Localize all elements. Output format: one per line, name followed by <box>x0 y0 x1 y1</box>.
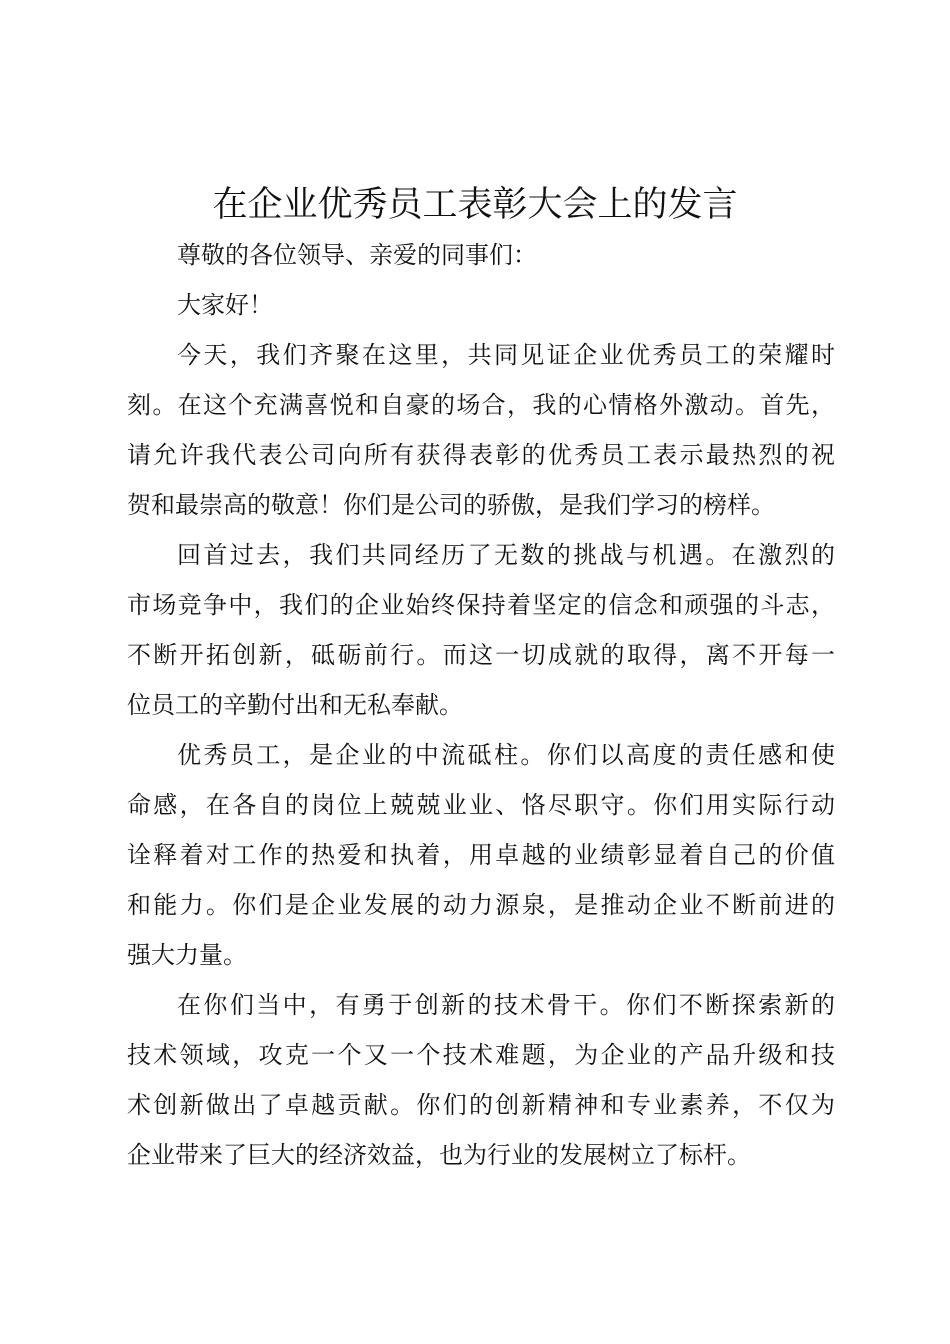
salutation: 尊敬的各位领导、亲爱的同事们： <box>177 241 537 269</box>
paragraph-line: 不断开拓创新，砥砺前行。而这一切成就的取得，离不开每一 <box>127 641 835 669</box>
paragraph-line: 贺和最崇高的敬意！你们是公司的骄傲，是我们学习的榜样。 <box>127 491 775 519</box>
paragraph-line: 位员工的辛勤付出和无私奉献。 <box>127 691 463 719</box>
paragraph-line: 市场竞争中，我们的企业始终保持着坚定的信念和顽强的斗志， <box>127 591 835 619</box>
paragraph-line: 请允许我代表公司向所有获得表彰的优秀员工表示最热烈的祝 <box>127 441 835 469</box>
paragraph-line: 诠释着对工作的热爱和执着，用卓越的业绩彰显着自己的价值 <box>127 841 835 869</box>
paragraph-line: 企业带来了巨大的经济效益，也为行业的发展树立了标杆。 <box>127 1141 751 1169</box>
paragraph-line: 回首过去，我们共同经历了无数的挑战与机遇。在激烈的 <box>177 541 835 569</box>
paragraph-line: 强大力量。 <box>127 941 247 969</box>
paragraph-line: 优秀员工，是企业的中流砥柱。你们以高度的责任感和使 <box>177 741 835 769</box>
document-body <box>127 230 835 1180</box>
paragraph-line: 和能力。你们是企业发展的动力源泉，是推动企业不断前进的 <box>127 891 835 919</box>
document-title: 在企业优秀员工表彰大会上的发言 <box>212 185 738 225</box>
paragraph-line: 命感，在各自的岗位上兢兢业业、恪尽职守。你们用实际行动 <box>127 791 835 819</box>
paragraph-line: 术创新做出了卓越贡献。你们的创新精神和专业素养，不仅为 <box>127 1091 835 1119</box>
paragraph-line: 技术领域，攻克一个又一个技术难题，为企业的产品升级和技 <box>127 1041 835 1069</box>
greeting: 大家好！ <box>177 291 273 319</box>
paragraph-line: 今天，我们齐聚在这里，共同见证企业优秀员工的荣耀时 <box>177 341 835 369</box>
paragraph-line: 刻。在这个充满喜悦和自豪的场合，我的心情格外激动。首先， <box>127 391 835 419</box>
paragraph-line: 在你们当中，有勇于创新的技术骨干。你们不断探索新的 <box>177 991 835 1019</box>
